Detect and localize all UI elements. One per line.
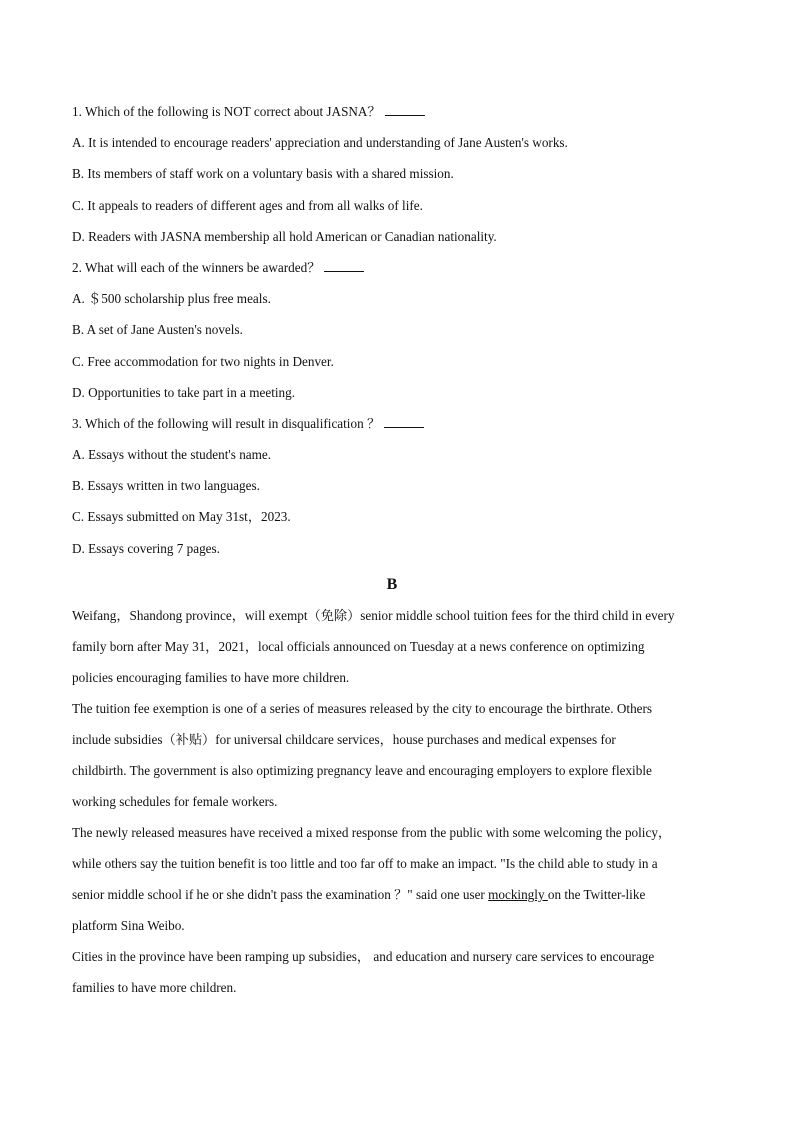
question-1-option-c: C. It appeals to readers of different ages and from all walks of life.	[72, 197, 423, 213]
paragraph-line: family born after May 31，2021，local officials announced on Tuesday at a news conference on optimizing	[72, 638, 645, 654]
question-1-option-a: A. It is intended to encourage readers' appreciation and understanding of Jane Austen's works.	[72, 135, 568, 151]
question-1-option-d: D. Readers with JASNA membership all hold American or Canadian nationality.	[72, 228, 497, 244]
paragraph-line: senior middle school if he or she didn't pass the examination ？" said one user mockingly on the Twitter-like	[72, 886, 646, 902]
passage-paragraph-4	[72, 945, 722, 1007]
question-3-option-c: C. Essays submitted on May 31st，2023.	[72, 509, 291, 525]
underlined-word: mockingly	[488, 886, 548, 902]
question-2-option-b: B. A set of Jane Austen's novels.	[72, 322, 243, 338]
question-2-option-a: A. ＄500 scholarship plus free meals.	[72, 291, 271, 307]
paragraph-line: policies encouraging families to have more children.	[72, 669, 350, 685]
question-1-stem: 1. Which of the following is NOT correct about JASNA？	[72, 100, 722, 131]
question-3-option-a: A. Essays without the student's name.	[72, 447, 272, 463]
paragraph-line: while others say the tuition benefit is too little and too far off to make an impact. "Is the child able to study in a	[72, 855, 658, 871]
question-2-option-c: C. Free accommodation for two nights in Denver.	[72, 353, 334, 369]
question-2-stem: 2. What will each of the winners be awarded？	[72, 256, 722, 287]
passage-paragraph-3	[72, 821, 722, 945]
paragraph-line: families to have more children.	[72, 979, 237, 995]
paragraph-line: platform Sina Weibo.	[72, 917, 185, 933]
question-3-option-b: B. Essays written in two languages.	[72, 478, 260, 494]
passage-paragraph-1	[72, 604, 722, 697]
passage-paragraph-2	[72, 697, 722, 821]
question-3-stem: 3. Which of the following will result in disqualification ？	[72, 412, 722, 443]
question-3-option-d: D. Essays covering 7 pages.	[72, 540, 220, 556]
answer-blank	[385, 102, 425, 116]
paragraph-line: working schedules for female workers.	[72, 793, 278, 809]
paragraph-line: The tuition fee exemption is one of a series of measures released by the city to encourage the birthrate. Others	[72, 700, 653, 716]
paragraph-line: include subsidies（补贴）for universal childcare services，house purchases and medical expenses for	[72, 731, 616, 747]
question-2-option-d: D. Opportunities to take part in a meeting.	[72, 384, 296, 400]
answer-blank	[324, 258, 364, 272]
section-title: B	[386, 575, 398, 593]
paragraph-line: The newly released measures have received a mixed response from the public with some welcoming the policy，	[72, 824, 672, 840]
paragraph-line: Cities in the province have been ramping up subsidies， and education and nursery care services to encourage	[72, 948, 655, 964]
paragraph-line: childbirth. The government is also optimizing pregnancy leave and encouraging employers to explore flexible	[72, 762, 652, 778]
answer-blank	[384, 414, 424, 428]
question-1-option-b: B. Its members of staff work on a voluntary basis with a shared mission.	[72, 166, 454, 182]
document-page	[72, 100, 722, 1007]
paragraph-line: Weifang，Shandong province，will exempt（免除）senior middle school tuition fees for the third child in every	[72, 607, 675, 623]
